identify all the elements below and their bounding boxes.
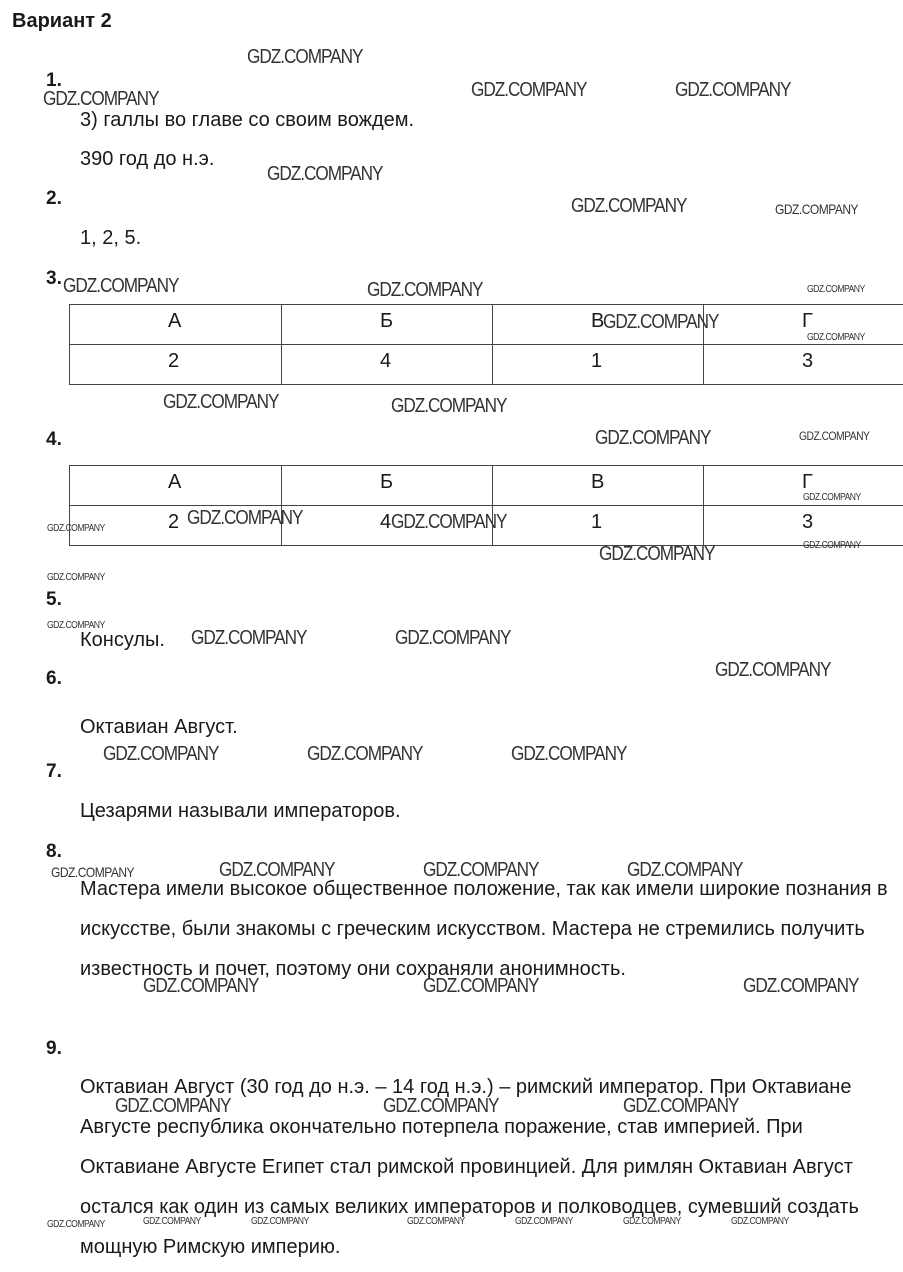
watermark: GDZ.COMPANY — [115, 1095, 231, 1117]
table-header-cell: А — [70, 305, 282, 345]
answer-table-4 — [69, 465, 903, 546]
answer-6: Октавиан Август. — [80, 716, 238, 738]
table-cell: 1 — [493, 506, 704, 546]
watermark: GDZ.COMPANY — [63, 275, 179, 297]
watermark: GDZ.COMPANY — [143, 975, 259, 997]
watermark: GDZ.COMPANY — [807, 284, 865, 295]
table-cell: 2 — [70, 506, 282, 546]
watermark: GDZ.COMPANY — [407, 1216, 465, 1227]
watermark: GDZ.COMPANY — [103, 743, 219, 765]
table-header-row — [70, 305, 903, 345]
watermark: GDZ.COMPANY — [623, 1216, 681, 1227]
watermark: GDZ.COMPANY — [251, 1216, 309, 1227]
table-cell: 1 — [493, 345, 704, 385]
question-number-8: 8. — [46, 841, 62, 862]
watermark: GDZ.COMPANY — [391, 395, 507, 417]
table-cell: 2 — [70, 345, 282, 385]
question-number-1: 1. — [46, 70, 62, 91]
watermark: GDZ.COMPANY — [47, 1219, 105, 1230]
watermark: GDZ.COMPANY — [775, 201, 859, 217]
question-number-2: 2. — [46, 188, 62, 209]
watermark: GDZ.COMPANY — [47, 523, 105, 534]
watermark: GDZ.COMPANY — [247, 46, 363, 68]
table-header-row — [70, 466, 903, 506]
watermark: GDZ.COMPANY — [367, 279, 483, 301]
watermark: GDZ.COMPANY — [47, 620, 105, 631]
table-header-cell: В — [493, 466, 704, 506]
table-row — [70, 345, 903, 385]
watermark: GDZ.COMPANY — [391, 511, 507, 533]
page-title: Вариант 2 — [12, 10, 112, 32]
question-number-5: 5. — [46, 589, 62, 610]
watermark: GDZ.COMPANY — [807, 332, 865, 343]
table-header-cell: А — [70, 466, 282, 506]
watermark: GDZ.COMPANY — [143, 1216, 201, 1227]
question-number-4: 4. — [46, 429, 62, 450]
watermark: GDZ.COMPANY — [803, 492, 861, 503]
table-row — [70, 506, 903, 546]
watermark: GDZ.COMPANY — [423, 975, 539, 997]
watermark: GDZ.COMPANY — [191, 627, 307, 649]
watermark: GDZ.COMPANY — [675, 79, 791, 101]
watermark: GDZ.COMPANY — [603, 311, 719, 333]
watermark: GDZ.COMPANY — [267, 163, 383, 185]
watermark: GDZ.COMPANY — [395, 627, 511, 649]
watermark: GDZ.COMPANY — [743, 975, 859, 997]
watermark: GDZ.COMPANY — [627, 859, 743, 881]
answer-9: Октавиан Август (30 год до н.э. – 14 год н.э.) – римский император. При Октавиане Августе республика окончательно потерпела поражение, став империей. При Октавиане Августе Египет стал римской провинцией. Для римлян Октавиан Август остался как один из самых великих императоров и полководцев, сумевший создать мощную Римскую империю. — [80, 1076, 859, 1258]
watermark: GDZ.COMPANY — [163, 391, 279, 413]
watermark: GDZ.COMPANY — [571, 195, 687, 217]
answer-5: Консулы. — [80, 629, 165, 651]
table-header-cell: Г — [704, 305, 903, 345]
question-number-9: 9. — [46, 1038, 62, 1059]
table-header-cell: В — [493, 305, 704, 345]
table-header-cell: Г — [704, 466, 903, 506]
table-header-cell: Б — [282, 466, 493, 506]
watermark: GDZ.COMPANY — [515, 1216, 573, 1227]
watermark: GDZ.COMPANY — [43, 88, 159, 110]
watermark: GDZ.COMPANY — [731, 1216, 789, 1227]
watermark: GDZ.COMPANY — [219, 859, 335, 881]
watermark: GDZ.COMPANY — [799, 429, 870, 443]
table-header-cell: Б — [282, 305, 493, 345]
watermark: GDZ.COMPANY — [599, 543, 715, 565]
watermark: GDZ.COMPANY — [803, 540, 861, 551]
watermark: GDZ.COMPANY — [307, 743, 423, 765]
question-number-3: 3. — [46, 268, 62, 289]
watermark: GDZ.COMPANY — [623, 1095, 739, 1117]
answer-1-date: 390 год до н.э. — [80, 148, 215, 170]
answer-2: 1, 2, 5. — [80, 227, 142, 249]
question-number-6: 6. — [46, 668, 62, 689]
answer-table-3 — [69, 304, 903, 385]
answer-1: 3) галлы во главе со своим вождем. — [80, 109, 415, 131]
watermark: GDZ.COMPANY — [187, 507, 303, 529]
watermark: GDZ.COMPANY — [383, 1095, 499, 1117]
table-cell: 3 — [704, 506, 903, 546]
watermark: GDZ.COMPANY — [471, 79, 587, 101]
watermark: GDZ.COMPANY — [511, 743, 627, 765]
watermark: GDZ.COMPANY — [595, 427, 711, 449]
watermark: GDZ.COMPANY — [715, 659, 831, 681]
table-cell: 3 — [704, 345, 903, 385]
watermark: GDZ.COMPANY — [47, 572, 105, 583]
answer-7: Цезарями называли императоров. — [80, 800, 401, 822]
table-cell: 4 — [282, 506, 493, 546]
table-cell: 4 — [282, 345, 493, 385]
watermark: GDZ.COMPANY — [423, 859, 539, 881]
answer-8: Мастера имели высокое общественное положение, так как имели широкие познания в искусстве, были знакомы с греческим искусством. Мастера не стремились получить известность и почет, поэтому они сохраняли анонимность. — [80, 878, 888, 980]
watermark: GDZ.COMPANY — [51, 864, 135, 880]
question-number-7: 7. — [46, 761, 62, 782]
